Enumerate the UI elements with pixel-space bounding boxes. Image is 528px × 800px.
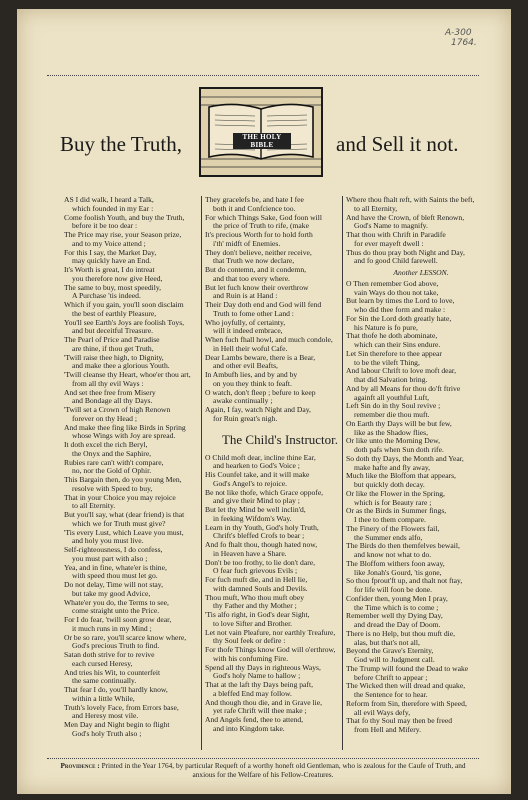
imprint-text: Printed in the Year 1764, by particular Requeft of a worthy honeft old Gentleman, who is zealous for the Caufe of Truth, and anxious for the Welfare of his Fellow-Creatures. [101, 761, 466, 779]
verse-line: Truth to fome other Land : [213, 309, 294, 318]
verse-line: 'Tis every Lust, which Leave you must, [64, 528, 184, 537]
verse-line: It's precious Worth for to hold forth [205, 231, 313, 239]
verse-line: When fuch fhall howl, and much condole, [205, 336, 333, 344]
verse-line: It doth excel the rich Beryl, [64, 441, 148, 449]
verse-line: the Onyx and the Saphire, [72, 449, 152, 458]
verse-line: that did Salvation bring. [354, 376, 428, 384]
verse-line: Again, I fay, watch Night and Day, [205, 406, 311, 414]
verse-line: thy Soul feek or defire : [213, 637, 286, 646]
verse-line: And labour Chrift to love moft dear, [346, 367, 456, 376]
verse-line: within a little While, [72, 694, 135, 703]
verse-line: O Child moft dear, incline thine Ear, [205, 453, 316, 462]
verse-line: And have the Crown, of bleft Renown, [346, 213, 465, 222]
verse-line: and but deceitful Treasure. [72, 327, 153, 336]
open-book-icon [201, 89, 321, 175]
verse-line: the Sentence for to hear. [354, 691, 428, 699]
verse-line: The Finery of the Flowers fail, [346, 524, 440, 533]
verse-line: That thou with Chrift in Paradife [346, 231, 446, 239]
verse-line: For Sin the Lord doth greatly hate, [346, 314, 452, 323]
verse-line: Where thou fhalt reft, with Saints the beft, [346, 196, 475, 204]
verse-line: They don't believe, neither receive, [205, 248, 312, 257]
verse-line: the best of earthly Pleasure, [72, 309, 157, 318]
verse-line: the Time which is to come ; [354, 603, 439, 612]
verse-line: may quickly have an End. [72, 257, 152, 266]
verse-line: Thou muft, Who thou muft obey [205, 593, 304, 602]
verse-line: Or like unto the Morning Dew, [346, 437, 440, 446]
verse-line: O watch, don't fleep ; befure to keep [205, 388, 316, 397]
verse-line: And though thou die, and in Grave lie, [205, 698, 323, 707]
imprint-footer [58, 761, 468, 779]
verse-line: Don't be too frothy, to lie don't dare, [205, 558, 316, 567]
verse-line: and that too every where. [213, 274, 290, 283]
verse-line: Do not delay, Time will not stay, [64, 581, 163, 589]
verse-line: Rubies rare can't with't compare, [64, 458, 164, 467]
verse-line: are thine, if thou get Truth, [72, 344, 154, 353]
verse-line: Yea, and in fine, whate'er is thine, [64, 563, 167, 572]
verse-line: but take my good Advice, [72, 589, 151, 598]
verse-line: will it indeed embrace, [213, 327, 283, 336]
verse-line: and holy you must live. [72, 537, 144, 546]
verse-line: For this I say, the Market Day, [64, 248, 157, 257]
catalog-number-annotation: A-300 [445, 28, 472, 38]
verse-line: alas, but that's not all, [354, 638, 420, 647]
verse-line: and hearken to God's Voice ; [213, 462, 300, 471]
verse-line: Satan doth strive for to revive [64, 651, 155, 659]
verse-line: The Pearl of Price and Paradise [64, 336, 160, 344]
verse-line: which founded in my Ear : [72, 204, 154, 213]
verse-line: Much like the Bloffom that appears, [346, 472, 456, 481]
verse-line: There is no Help, but thou muft die, [346, 629, 456, 638]
verse-line: before Chrift to appear ; [354, 673, 428, 682]
verse-line: for ever mayeft dwell : [354, 239, 424, 248]
verse-line: all evil Ways defy, [354, 708, 411, 717]
verse-line: Which if you gain, you'll soon disclaim [64, 301, 184, 309]
verse-line: and Heresy most vile. [72, 712, 139, 721]
verse-line: And by all Means for thou do'ft ftrive [346, 384, 461, 393]
verse-line: AS I did walk, I heard a Talk, [64, 196, 154, 204]
verse-line: resolve with Speed to buy, [72, 484, 153, 493]
verse-line: God's holy Name to hallow ; [213, 672, 301, 681]
verse-line: who did thee form and make : [354, 306, 446, 314]
verse-line: It's Worth is great, I do intreat [64, 266, 155, 274]
verse-line: the price of Truth to rife, (make [213, 222, 309, 231]
verse-line: yet rafe Chrift will thee make ; [213, 707, 307, 716]
verse-line: 'Tis alfo right, in God's dear Sight, [205, 611, 310, 619]
verse-line: So thou fprout'ft up, and thalt not ftay, [346, 577, 463, 586]
verse-line: Spend all thy Days in righteous Ways, [205, 663, 321, 672]
verse-line: Men Day and Night begin to flight [64, 721, 170, 729]
verse-line: O Then remember God above, [346, 279, 439, 288]
poem-column-1 [64, 196, 214, 739]
verse-line: Let not vain Pleafure, nor earthly Treafure, [205, 628, 336, 637]
verse-line: For thofe Things know God will o'erthrow, [205, 646, 336, 654]
verse-line: you therefore now give Heed, [72, 274, 163, 283]
verse-line: Truth's lovely Face, from Errors base, [64, 703, 179, 712]
verse-line: I thee to them compare. [354, 516, 426, 524]
verse-line: The same to buy, most speedily, [64, 283, 162, 292]
verse-line: and dread the Day of Doom. [354, 621, 441, 629]
verse-line: His Counfel take, and it will make [205, 471, 310, 479]
top-dotted-rule [47, 75, 479, 76]
year-annotation: 1764. [451, 38, 477, 48]
verse-line: In Ambufh lies, and by and by [205, 371, 298, 379]
verse-line: in Heaven have a Share. [213, 549, 287, 558]
verse-line: Their Day doth end and God will fend [205, 301, 322, 309]
verse-line: They gracelefs be, and hate I fee [205, 196, 304, 204]
verse-line: to love Sifter and Brother. [213, 619, 293, 628]
verse-line: That at the laft thy Days being paft, [205, 681, 313, 689]
verse-line: Come foolish Youth, and buy the Truth, [64, 213, 185, 222]
verse-line: his Nature is fo pure, [354, 323, 418, 332]
title-left: Buy the Truth, [60, 132, 182, 156]
verse-line: to all Eternity, [354, 204, 398, 213]
verse-line: like Jonah's Gourd, 'tis gone, [354, 568, 442, 577]
verse-line: in feeking Wifdom's Way. [213, 514, 292, 523]
verse-line: in Hell their woful Cafe. [213, 344, 288, 353]
verse-line: doth pafs when Sun doth rife. [354, 446, 444, 454]
verse-line: Whate'er you do, the Terms to see, [64, 598, 169, 607]
verse-line: God's precious Truth to find. [72, 642, 160, 651]
verse-line: and into Kingdom take. [213, 724, 285, 733]
verse-line: with damned Souls and Devils. [213, 584, 308, 593]
verse-line: But you'll say, what (dear friend) is that [64, 511, 185, 519]
imprint-label: Providence : [60, 761, 100, 770]
verse-line: That thofe he doth abominate, [346, 332, 438, 341]
verse-line: no, nor the Gold of Ophir. [72, 467, 152, 476]
verse-line: You'll see Earth's Joys are foolish Toys, [64, 318, 185, 327]
verse-line: But learn by times the Lord to love, [346, 297, 455, 306]
verse-line: on you they think to feaft. [213, 379, 292, 388]
verse-line: with speed thou must let go. [72, 572, 158, 581]
verse-line: So doth thy Days, the Month and Year, [346, 454, 464, 463]
verse-line: but quickly doth decay. [354, 481, 425, 489]
verse-line: For which Things Sake, God foon will [205, 213, 322, 222]
verse-line: both it and Confcience too. [213, 204, 296, 213]
verse-line: for life will foon be done. [354, 586, 433, 594]
section-heading: Another LESSON. [393, 268, 449, 277]
verse-line: vain Ways do thou not take, [354, 288, 439, 297]
open-bible-woodcut [199, 87, 323, 177]
verse-line: like as the Shadow flies, [354, 428, 429, 437]
verse-line: thy Father and thy Mother ; [213, 602, 297, 611]
verse-line: Thus do thou pray both Night and Day, [346, 248, 465, 257]
verse-line: Learn in thy Youth, God's holy Truth, [205, 523, 319, 532]
verse-line: And make thee fing like Birds in Spring [64, 423, 186, 432]
bottom-dotted-rule [47, 758, 479, 759]
verse-line: For I do fear, 'twill soon grow dear, [64, 616, 172, 624]
poem-column-2 [205, 196, 355, 734]
verse-line: a bleffed End may follow. [213, 689, 292, 698]
verse-line: to be the vileft Thing, [354, 358, 420, 367]
verse-line: And fo fhalt thou, though hated now, [205, 541, 318, 549]
verse-line: from all thy evil Ways : [72, 379, 144, 388]
verse-line: make hafte and fly away, [354, 463, 431, 472]
verse-line: which is for Beauty rare ; [354, 498, 432, 507]
verse-line: Or as the Birds in Summer fings, [346, 507, 447, 516]
verse-line: and Ruin is at Hand : [213, 292, 278, 301]
verse-line: The Trump will found the Dead to wake [346, 664, 469, 673]
verse-line: the Summer ends alfo, [354, 533, 423, 542]
verse-line: awake continually ; [213, 397, 273, 406]
verse-line: That fo thy Soul may then be freed [346, 717, 453, 726]
verse-line: whose Wings with Joy are spread. [72, 432, 176, 441]
verse-line: But do contemn, and it condemn, [205, 266, 307, 274]
woodcut-label: THE HOLY BIBLE [233, 133, 291, 149]
verse-line: the same continually. [72, 677, 137, 686]
verse-line: But let thy Mind be well inclin'd, [205, 506, 306, 514]
verse-line: Let Sin therefore to thee appear [346, 349, 442, 358]
verse-line: On Earth thy Days will be but few, [346, 419, 452, 428]
poem-column-3 [346, 196, 496, 735]
verse-line: 'Twill raise thee high, to Dignity, [64, 353, 164, 362]
verse-line: for Ruin great's nigh. [213, 414, 278, 423]
verse-line: That fear I do, you'll hardly know, [64, 686, 168, 694]
verse-line: come straight unto the Price. [72, 607, 160, 616]
verse-line: and Bondage all thy Days. [72, 397, 153, 406]
verse-line: Be not like thofe, which Grace oppofe, [205, 488, 324, 497]
verse-line: The Price may rise, your Season prize, [64, 231, 182, 239]
verse-line: againft all youthful Luft, [354, 393, 430, 402]
verse-line: The Bloffom withers foon away, [346, 559, 445, 568]
verse-line: This Bargain then, do you young Men, [64, 476, 182, 484]
verse-line: Or be so rare, you'll scarce know where, [64, 633, 187, 642]
verse-line: But let fuch know their overthrow [205, 283, 309, 292]
verse-line: and other evil Beafts, [213, 362, 278, 371]
verse-line: and give their Mind to play ; [213, 497, 300, 506]
verse-line: God's Name to magnify. [354, 222, 428, 231]
verse-line: God will to Judgment call. [354, 656, 435, 664]
verse-line: before it be too dear : [72, 222, 138, 231]
verse-line: and fo good Child farewell. [354, 257, 438, 266]
verse-line: each cursed Heresy, [72, 659, 133, 668]
section-heading: The Child's Instructor. [221, 431, 339, 447]
verse-line: And tries his Wit, to counterfeit [64, 668, 161, 677]
verse-line: Chrift's bleffed Crofs to bear ; [213, 532, 305, 541]
verse-line: The Birds do then themfelves bewail, [346, 542, 460, 551]
verse-line: from Hell and Mifery. [354, 726, 421, 734]
verse-line: A Purchase 'tis indeed. [72, 292, 141, 301]
verse-line: 'Twill set a Crown of high Renown [64, 406, 171, 414]
verse-line: remember die thou muft. [354, 411, 430, 419]
verse-line: Left Sin do in thy Soul revive ; [346, 402, 441, 411]
verse-line: God's holy Truth also ; [72, 729, 142, 738]
verse-line: it much runs in my Mind ; [72, 624, 152, 633]
verse-line: And Angels fend, thee to attend, [205, 716, 304, 724]
verse-line: with his confuming Fire. [213, 654, 289, 663]
verse-line: and know not what to do. [354, 551, 432, 559]
verse-line: that Truth we now declare, [213, 257, 295, 266]
verse-line: Dear Lambs beware, there is a Bear, [205, 353, 316, 362]
verse-line: God's Angel's to rejoice. [213, 479, 288, 488]
verse-line: to all Eternity. [72, 502, 116, 511]
verse-line: Confider then, young Men I pray, [346, 594, 448, 603]
verse-line: which we for Truth must give? [72, 519, 166, 528]
verse-line: Remember well thy Dying Day, [346, 612, 443, 621]
verse-line: The Wicked then will dread and quake, [346, 682, 466, 691]
verse-line: 'Twill cleanse thy Heart, whoe'er thou art, [64, 371, 191, 379]
verse-line: Or like the Flower in the Spring, [346, 489, 445, 498]
verse-line: Self-righteousness, I do confess, [64, 546, 163, 554]
verse-line: i'th' midft of Enemies. [213, 239, 281, 248]
title-right: and Sell it not. [336, 132, 459, 156]
verse-line: you must part with also ; [72, 554, 148, 563]
verse-line: For fuch muft die, and in Hell lie, [205, 576, 308, 584]
verse-line: And set thee free from Misery [64, 388, 156, 397]
verse-line: Reform from Sin, therefore with Speed, [346, 699, 467, 708]
verse-line: That in your Choice you may rejoice [64, 493, 176, 502]
verse-line: O fear fuch grievous Evils ; [213, 567, 298, 576]
verse-line: Beyond the Grave's Eternity, [346, 647, 434, 656]
verse-line: which can their Sins endure. [354, 341, 441, 349]
verse-line: forever on thy Head ; [72, 414, 137, 423]
verse-line: Who joyfully, of certainty, [205, 318, 286, 327]
verse-line: and make thee a glorious Youth. [72, 362, 170, 371]
verse-line: and to my Voice attend ; [72, 239, 146, 248]
